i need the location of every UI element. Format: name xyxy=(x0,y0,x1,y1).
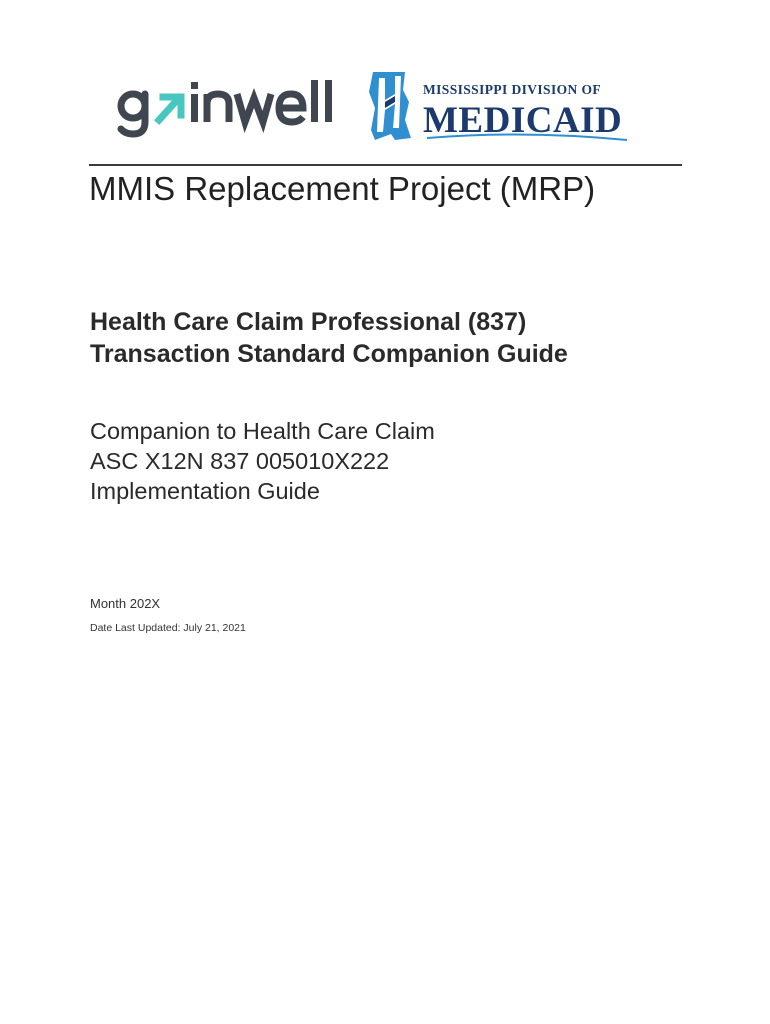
gainwell-letter-i xyxy=(191,94,198,122)
companion-description xyxy=(90,416,435,506)
header-divider xyxy=(89,164,682,166)
gainwell-logo xyxy=(115,80,340,140)
publication-month: Month 202X xyxy=(90,596,161,611)
gainwell-letter-w xyxy=(237,94,271,122)
last-updated-date: Date Last Updated: July 21, 2021 xyxy=(90,622,246,634)
medicaid-logo-line1: MISSISSIPPI DIVISION OF xyxy=(423,82,601,97)
subtitle-line: Transaction Standard Companion Guide xyxy=(90,340,568,368)
medicaid-logo xyxy=(365,68,635,144)
gainwell-letter-l xyxy=(311,80,318,122)
companion-line: Implementation Guide xyxy=(90,478,320,504)
gainwell-arrow-icon xyxy=(159,97,181,120)
gainwell-letter-n xyxy=(207,94,229,122)
document-subtitle xyxy=(90,306,568,370)
document-title: MMIS Replacement Project (MRP) xyxy=(89,170,596,207)
subtitle-line: Health Care Claim Professional (837) xyxy=(90,308,527,336)
gainwell-letter-g xyxy=(121,94,145,134)
gainwell-letter-e xyxy=(279,94,303,122)
mississippi-state-icon xyxy=(369,72,411,140)
medicaid-logo-line2: MEDICAID xyxy=(423,100,623,141)
gainwell-letter-l xyxy=(325,80,332,122)
companion-line: Companion to Health Care Claim xyxy=(90,418,435,444)
companion-line: ASC X12N 837 005010X222 xyxy=(90,448,390,474)
logo-row xyxy=(115,66,635,146)
